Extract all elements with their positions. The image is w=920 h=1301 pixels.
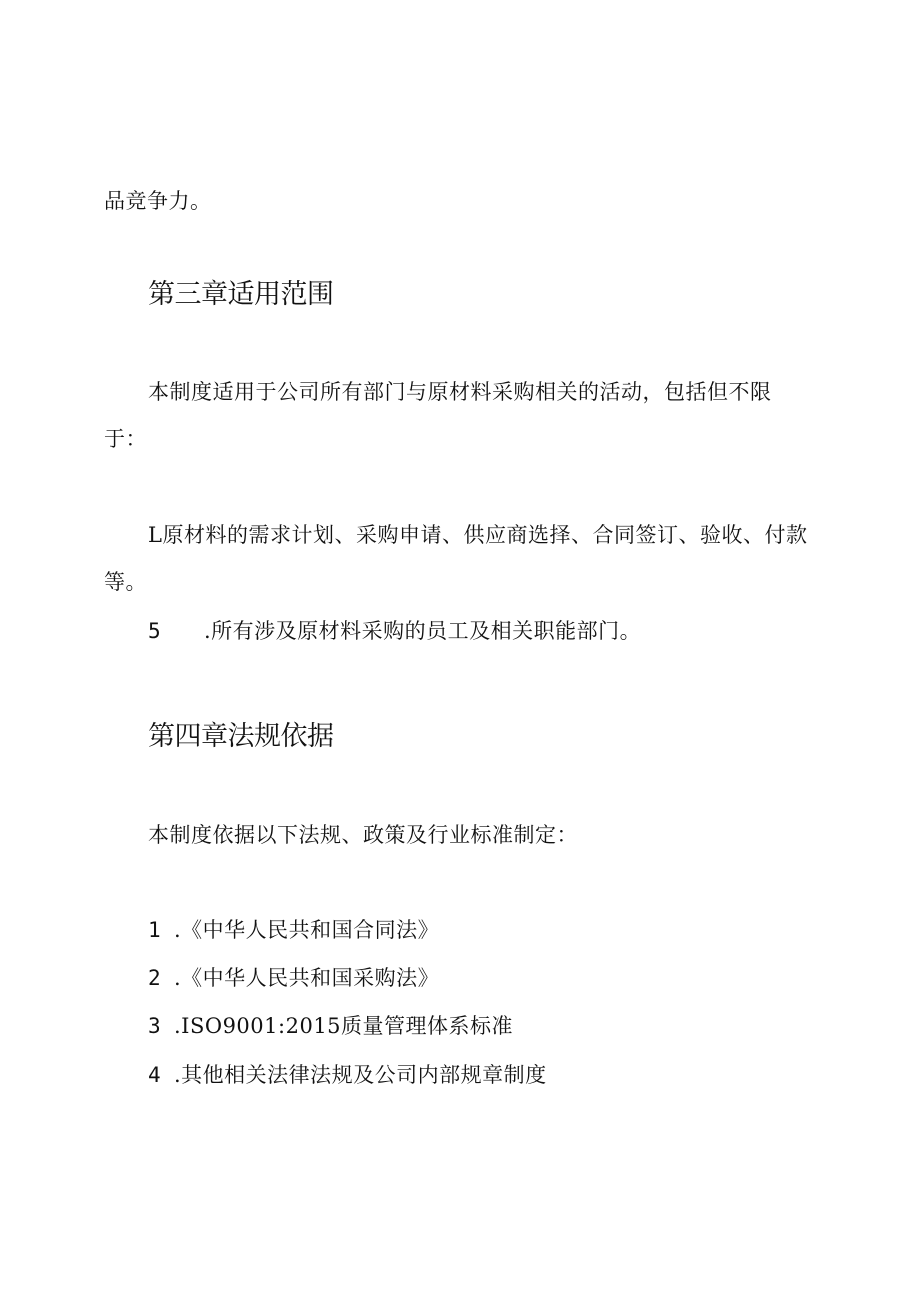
chapter-3-item-1-line-1: L原材料的需求计划、采购申请、供应商选择、合同签订、验收、付款 — [148, 523, 808, 547]
list-text: .《中华人民共和国合同法》 — [174, 918, 440, 942]
list-number: 1 — [148, 918, 162, 942]
list-text: .《中华人民共和国采购法》 — [174, 966, 440, 990]
chapter-4-item-3 — [148, 1012, 513, 1040]
chapter-3-intro-line-2: 于： — [104, 427, 147, 451]
chapter-3-item-2 — [148, 617, 641, 645]
list-number: 2 — [148, 966, 162, 990]
chapter-4-heading: 第四章法规依据 — [148, 721, 334, 752]
list-number: 4 — [148, 1063, 162, 1087]
list-text: .ISO9001:2015质量管理体系标准 — [174, 1014, 514, 1038]
list-text: .其他相关法律法规及公司内部规章制度 — [174, 1063, 547, 1087]
chapter-3-heading: 第三章适用范围 — [148, 279, 334, 310]
chapter-4-item-4 — [148, 1061, 547, 1089]
chapter-4-item-1 — [148, 916, 439, 944]
chapter-3-intro-line-1: 本制度适用于公司所有部门与原材料采购相关的活动，包括但不限 — [148, 380, 772, 404]
text-fragment: 品竞争力。 — [104, 189, 212, 213]
list-number: 5 — [148, 619, 162, 643]
list-number: 3 — [148, 1014, 162, 1038]
chapter-3-item-1-line-2: 等。 — [104, 570, 147, 594]
chapter-4-intro: 本制度依据以下法规、政策及行业标准制定： — [148, 823, 578, 847]
list-text: .所有涉及原材料采购的员工及相关职能部门。 — [204, 619, 642, 643]
chapter-4-item-2 — [148, 964, 439, 992]
